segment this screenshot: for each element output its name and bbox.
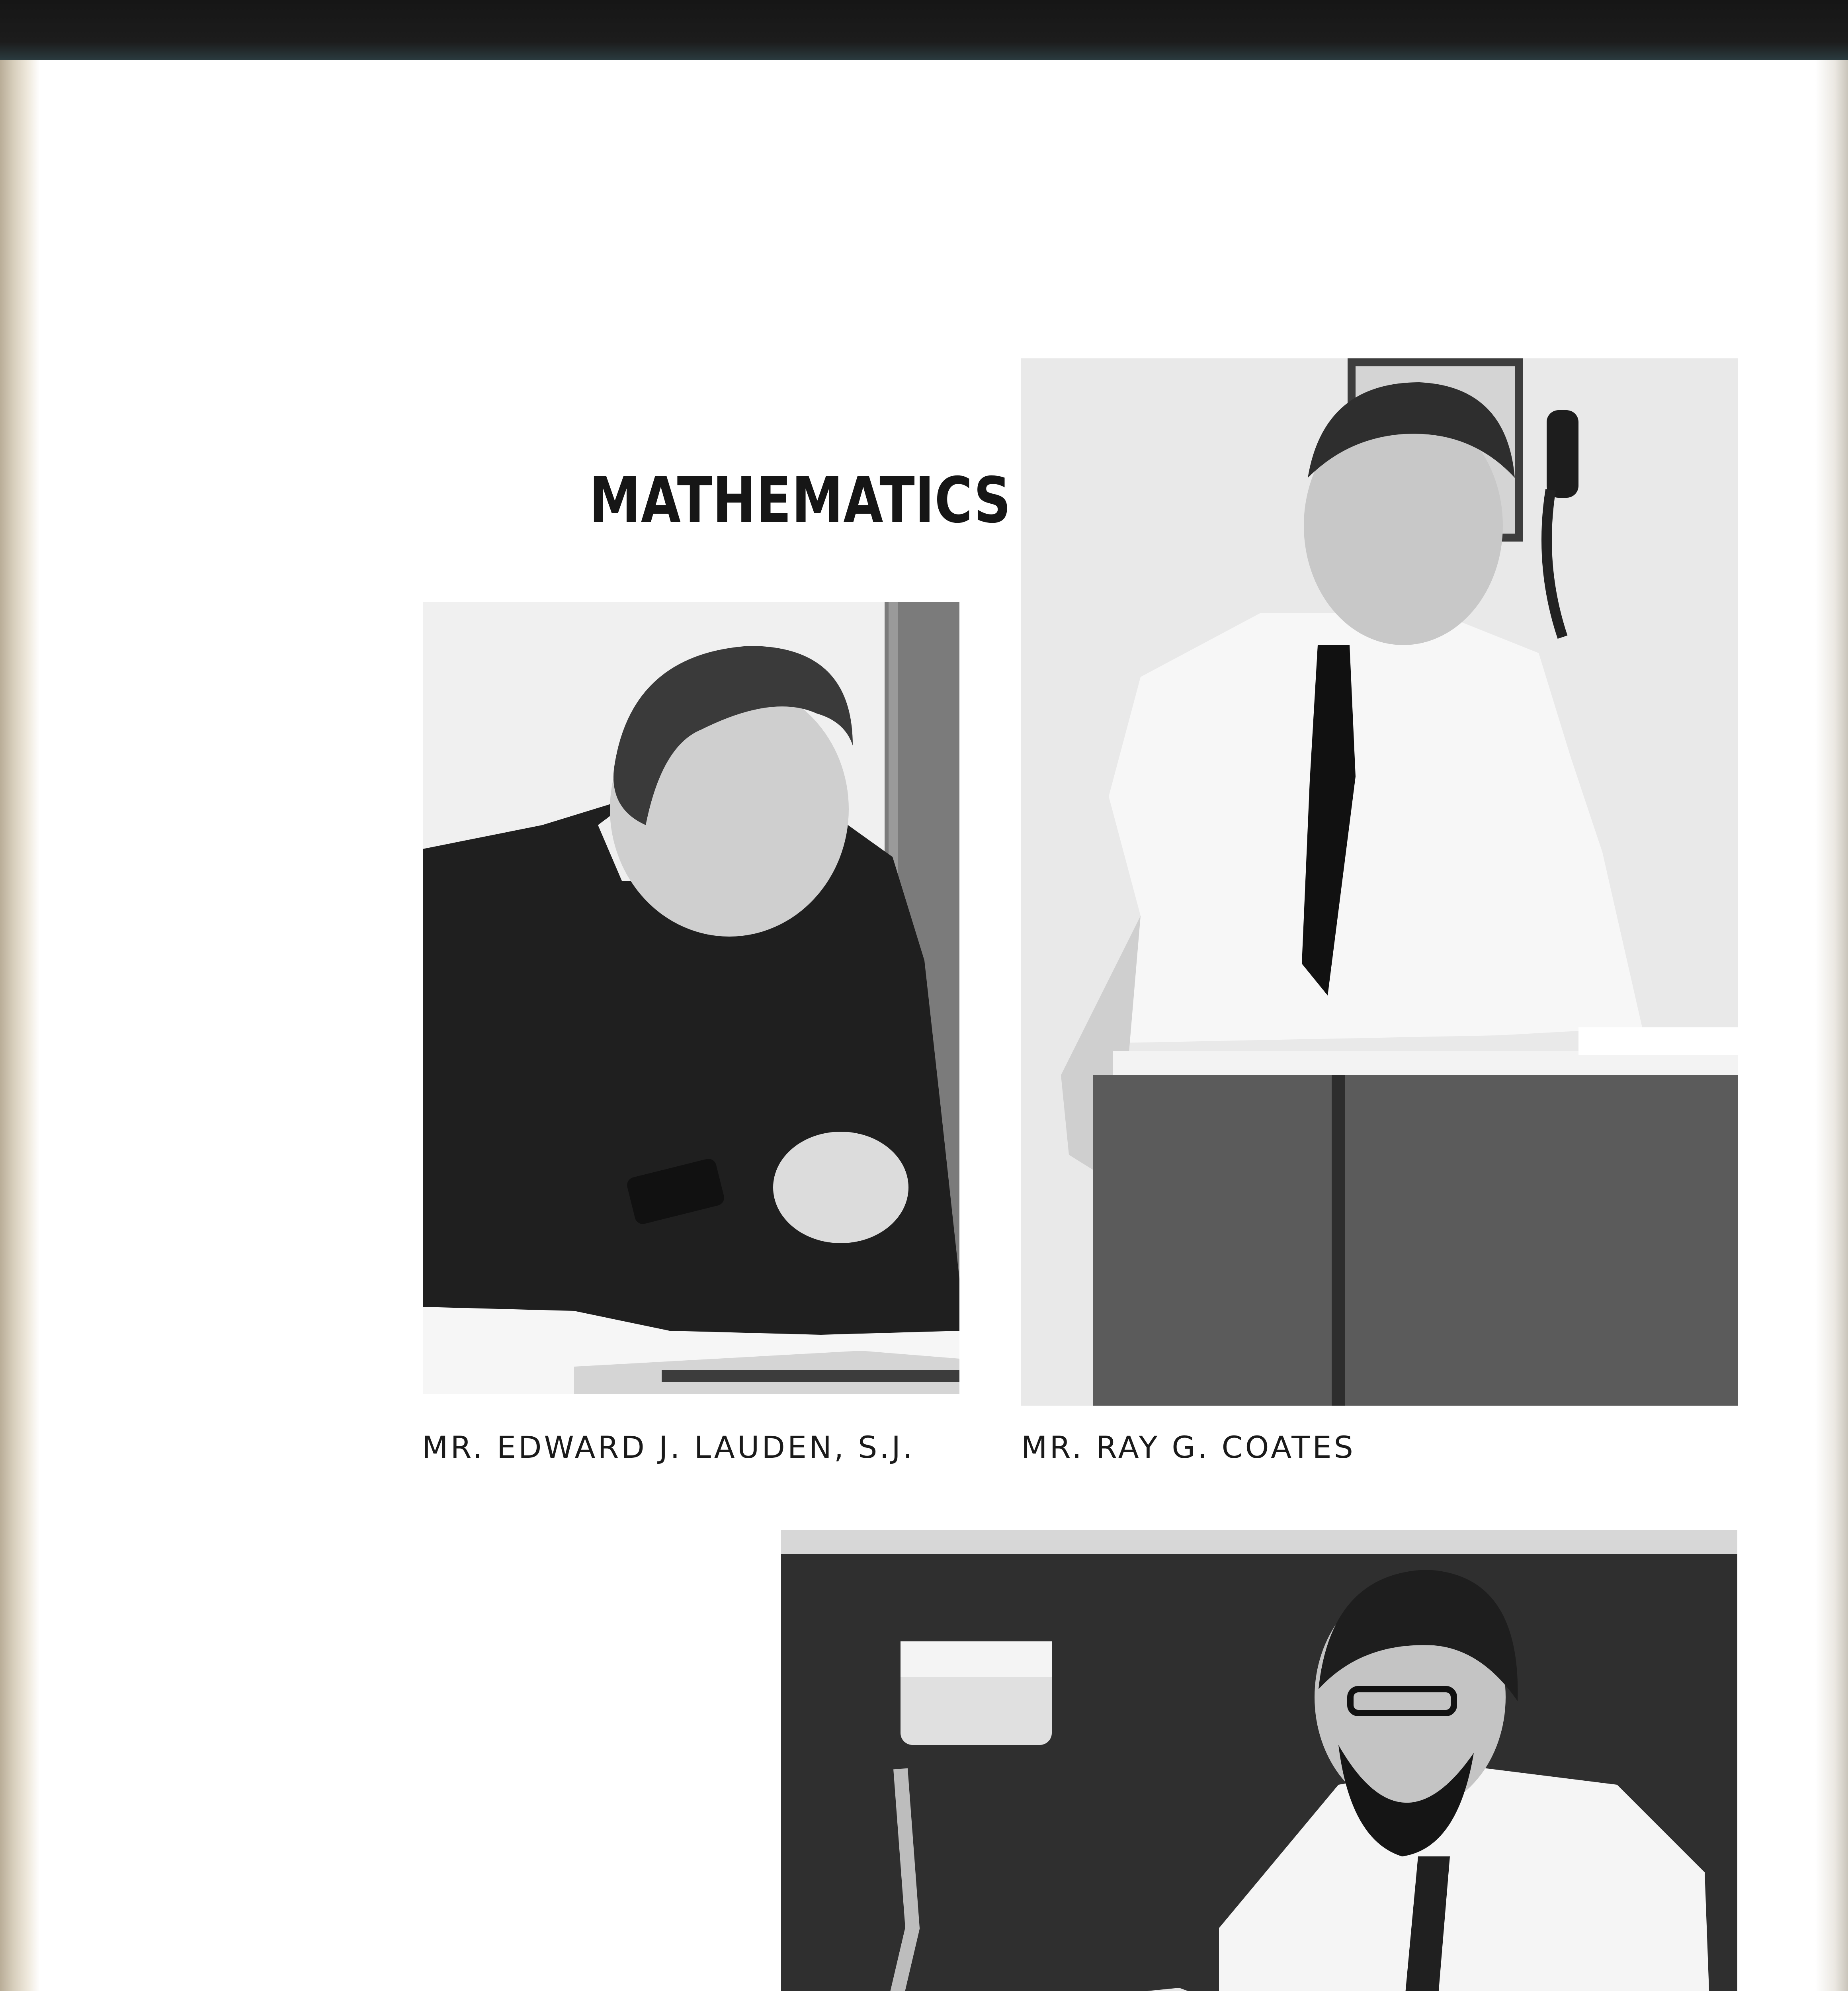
caption-coates: MR. RAY G. COATES [1021, 1430, 1356, 1465]
page-binding-edge [0, 60, 40, 1991]
teacher-at-lectern-photo [1021, 358, 1738, 1406]
teacher-at-projector-photo [781, 1530, 1737, 1991]
photo-lauden [423, 602, 959, 1394]
caption-lauden: MR. EDWARD J. LAUDEN, S.J. [422, 1430, 915, 1465]
page-right-edge [1815, 60, 1848, 1991]
scanner-top-edge [0, 0, 1848, 60]
teacher-writing-photo [423, 602, 959, 1394]
photo-coates [1021, 358, 1738, 1406]
section-heading: MATHEMATICS [589, 464, 1011, 537]
photo-vavasseur [781, 1530, 1737, 1991]
